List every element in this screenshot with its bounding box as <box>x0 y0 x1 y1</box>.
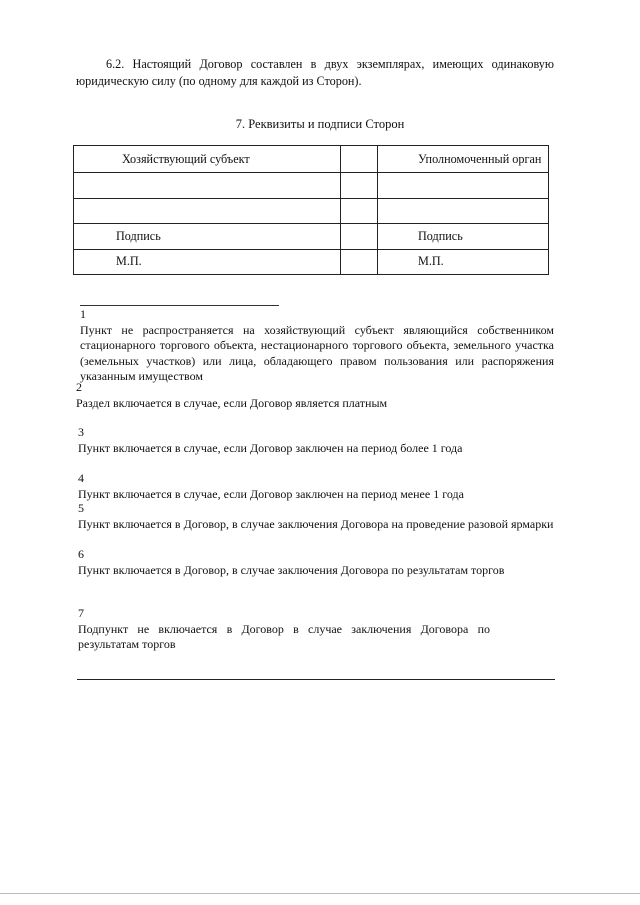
left-blank-cell <box>74 198 341 224</box>
right-blank-cell <box>378 198 549 224</box>
footnote <box>78 501 556 532</box>
footnote <box>78 606 490 653</box>
spacer-cell <box>341 146 378 173</box>
table-row <box>74 146 549 173</box>
footnote-text: Пункт включается в Договор, в случае заключения Договора по результатам торгов <box>78 562 505 577</box>
table-row <box>74 249 549 275</box>
left-signature-label: Подпись <box>74 224 341 250</box>
footnote-text: Раздел включается в случае, если Договор является платным <box>76 395 388 410</box>
right-party-header: Уполномоченный орган <box>378 146 549 173</box>
scan-edge-line <box>0 893 640 894</box>
spacer-cell <box>341 249 378 275</box>
requisites-table <box>73 145 549 275</box>
table-row <box>74 173 549 199</box>
footnote <box>76 380 554 411</box>
spacer-cell <box>341 198 378 224</box>
footnote-number: 5 <box>78 501 84 515</box>
right-signature-label: Подпись <box>378 224 549 250</box>
table-row <box>74 224 549 250</box>
footnote <box>78 471 554 502</box>
footnote-number: 2 <box>76 380 82 394</box>
clause-6-2 <box>76 56 554 90</box>
left-party-header: Хозяйствующий субъект <box>74 146 341 173</box>
footnote-text: Подпункт не включается в Договор в случае заключения Договора по результатам торгов <box>78 621 490 651</box>
footnote <box>78 547 510 578</box>
spacer-cell <box>341 173 378 199</box>
section-7-heading: 7. Реквизиты и подписи Сторон <box>235 117 405 131</box>
footnote-text: Пункт включается в Договор, в случае заключения Договора на проведение разовой ярмарки <box>78 516 554 531</box>
footnote <box>78 425 554 456</box>
left-blank-cell <box>74 173 341 199</box>
footnote-separator <box>80 305 279 306</box>
clause-6-2-text: 6.2. Настоящий Договор составлен в двух экземплярах, имеющих одинаковую юридическую силу (по одному для каждой из Сторон). <box>76 57 554 88</box>
footnote-number: 3 <box>78 425 84 439</box>
spacer-cell <box>341 224 378 250</box>
footnote-text: Пункт не распространяется на хозяйствующий субъект являющийся собственником стационарного торгового объекта, нестационарного торгового объекта, земельного участка (земельных участков) или лица, обладающего правом пользования или распоряжения указанным имуществом <box>80 322 554 383</box>
footnote-number: 6 <box>78 547 84 561</box>
footnote-number: 1 <box>80 307 86 321</box>
right-blank-cell <box>378 173 549 199</box>
footnote-text: Пункт включается в случае, если Договор заключен на период менее 1 года <box>78 486 464 501</box>
page-bottom-rule <box>77 679 555 680</box>
right-stamp-label: М.П. <box>378 249 549 275</box>
left-stamp-label: М.П. <box>74 249 341 275</box>
footnote-text: Пункт включается в случае, если Договор заключен на период более 1 года <box>78 440 463 455</box>
footnote-number: 4 <box>78 471 84 485</box>
footnote-number: 7 <box>78 606 84 620</box>
table-row <box>74 198 549 224</box>
footnote <box>80 307 554 385</box>
